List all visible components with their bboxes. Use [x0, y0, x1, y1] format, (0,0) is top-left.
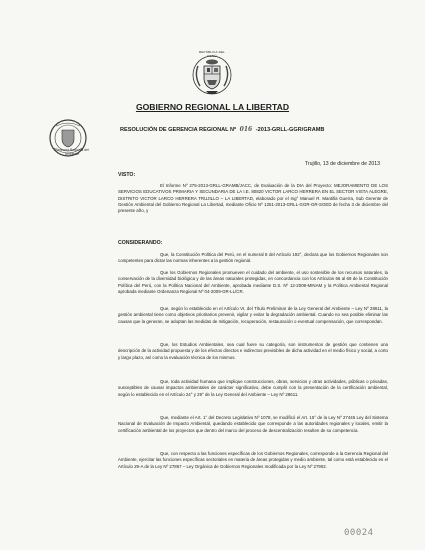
visto-paragraph: El Informe Nº 275-2013-GRLL-GRAMB/JACC, de Evaluación de la DIA del Proyecto: MEJORAMIENTO DE LOS SERVICIOS EDUCATIVOS PRIMARIA Y SECUNDARIA DE LA I.E. 80820 VICTOR LARCO HERRERA EN EL SECTOR VISTA ALEGRE, DISTRITO VICTOR LARCO HERRERA TRUJILLO – LA LIBERTAD, elaborado por el Ing° Manuel R. Mantilla Guerra, Sub Gerente de Gestión Ambiental del Gobierno Regional La Libertad, mediante Oficio Nº 1251-2013-GRLL-GGR-GR-SGED de fecha 3 de diciembre del presente año, y	[118, 183, 388, 214]
visto-heading: VISTO:	[118, 172, 136, 178]
place-date: Trujillo, 13 de diciembre de 2013	[304, 161, 380, 167]
folio-stamp: 00024	[344, 528, 374, 538]
considerando-paragraph-4: Que, los Estudios Ambientales, sea cual fuere su categoría, son instrumentos de gestión que contienen una descripción de la actividad propuesta y de los efectos directos e indirectos previsibles de dicha actividad en el medio físico y social, a corto y largo plazo, así como la evaluación técnica de los mismos.	[118, 342, 388, 360]
considerando-paragraph-1: Que, la Constitución Política del Perú, en el numeral 8 del Artículo 192°, declara que los Gobiernos Regionales son competentes para dictar las normas inherentes a la gestión regional.	[118, 252, 388, 264]
considerando-heading: CONSIDERANDO:	[118, 240, 163, 246]
considerando-paragraph-5: Que, toda actividad humana que implique construcciones, obras, servicios y otras actividades, públicas o privadas, susceptibles de causar impactos ambientales de carácter significativo, debe cumplir con la presentación de la certificación ambiental, según lo establecido en el Artículo 24° y 29° de la Ley General del Ambiente – Ley Nº 28611.	[118, 379, 388, 397]
considerando-paragraph-2: Que los Gobiernos Regionales promueven el cuidado del ambiente, el uso sostenible de los recursos naturales, la conservación de la diversidad biológica y de las áreas naturales protegidas, en concordancia con los Artículos 66 al 69 de la Constitución Política del Perú, con la Política Nacional del Ambiente, aprobada mediante D.S. Nº 12-2009-MINAM y la Política Ambiental Regional aprobada mediante Ordenanza Regional Nº 04-2009-GR-LL/CR.	[118, 270, 388, 294]
resolution-label-prefix: RESOLUCIÓN DE GERENCIA REGIONAL Nº	[120, 127, 237, 133]
considerando-paragraph-7: Que, con respecto a las funciones específicas de los Gobiernos Regionales, corresponde a la Gerencia Regional del Ambiente, ejercitar las funciones específicas sectoriales en materia de áreas protegidas y medio ambiente, tal como está establecido en el Artículo 29-A de la Ley Nº 27867 – Ley Orgánica de Gobiernos Regionales modificada por la Ley Nº 27902.	[118, 451, 388, 469]
government-title: GOBIERNO REGIONAL LA LIBERTAD	[135, 102, 290, 112]
coat-of-arms-icon	[190, 52, 234, 98]
considerando-paragraph-3: Que, según lo establecido en el Artículo VI, del Título Preliminar de la Ley General del Ambiente – Ley Nº 28611, la gestión ambiental tiene como objetivos prioritarios prevenir, vigilar y evitar la degradación ambiental. Cuando no sea posible eliminar las causas que la generan, se adoptan las medidas de mitigación, recuperación, restauración o eventual compensación, que correspondan.	[118, 306, 388, 324]
considerando-paragraph-6: Que, mediante el Art. 1° del Decreto Legislativo Nº 1078, se modificó el Art. 15° de la Ley Nº 27446 Ley del Sistema Nacional de Evaluación de Impacto Ambiental, quedando establecido que corresponde a las autoridades regionales y locales, emitir la certificación ambiental de los proyectos que dentro del marco del proceso de descentralización resulten de su competencia.	[118, 415, 388, 433]
crest-caption: REPÚBLICA DEL PERÚ	[198, 50, 226, 58]
seal-caption: Gerencia Regional del Ambiente	[55, 148, 89, 156]
resolution-number	[120, 126, 380, 133]
resolution-label-suffix: -2013-GRLL-GGR/GRAMB	[255, 127, 325, 133]
resolution-number-handwritten: 016	[239, 126, 253, 133]
